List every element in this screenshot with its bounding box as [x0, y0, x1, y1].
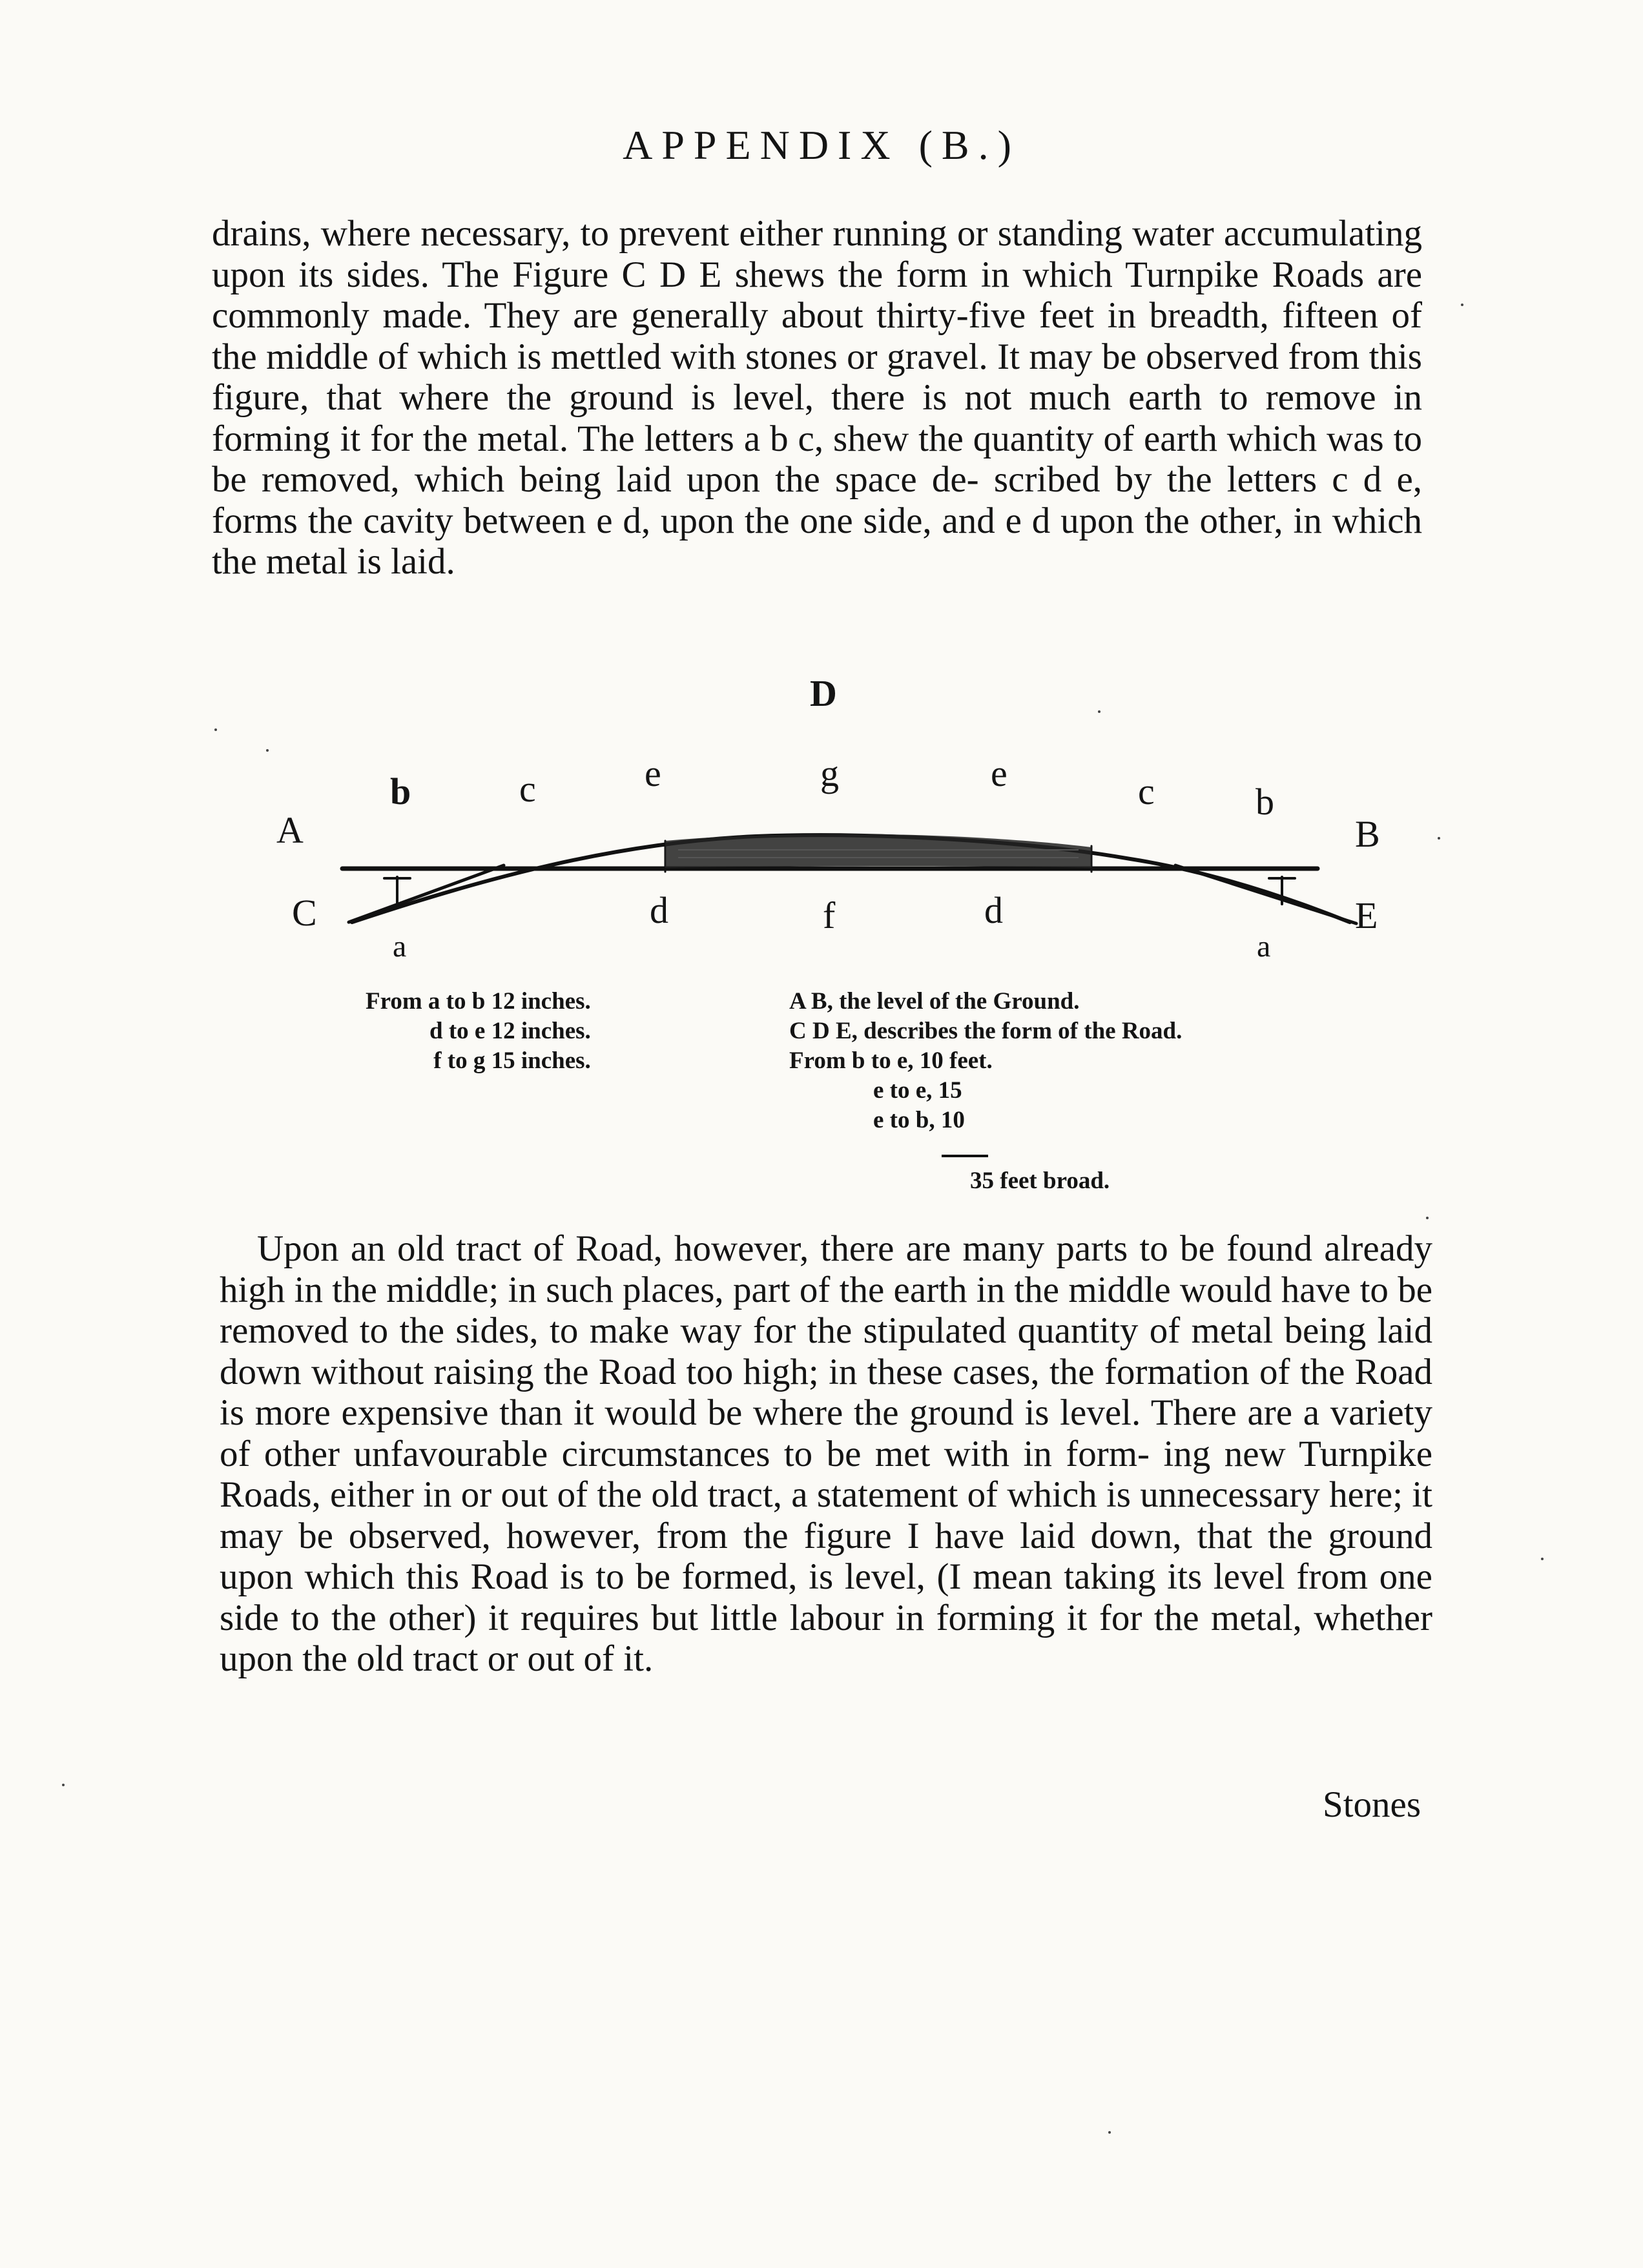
label-A: A [276, 809, 304, 851]
text-line: the Road too high; in these cases, the formation of the Road is more [220, 1351, 1432, 1433]
metal-layer-shading [665, 834, 1091, 868]
paper-speck [1438, 837, 1440, 840]
text-line: found already high in the middle; in such places, part of the earth [220, 1228, 1432, 1310]
text-line: ing new Turnpike Roads, either in or out of the old tract, a statement [220, 1433, 1433, 1515]
text-line: in the middle would have to be removed to the sides, to make way [220, 1269, 1433, 1351]
text-line: it requires but little labour in forming it for the metal, whether upon [220, 1597, 1432, 1679]
figure-total: 35 feet broad. [970, 1168, 1110, 1194]
figure-notes-left [366, 987, 591, 1076]
paper-speck [1461, 304, 1463, 306]
text-line: about thirty-five feet in breadth, fifteen of the middle of which is [212, 295, 1422, 377]
note-line: d to e 12 inches. [429, 1018, 591, 1044]
text-line: earth which was to be removed, which being laid upon the space de- [212, 418, 1423, 500]
note-line: From a to b 12 inches. [366, 988, 591, 1015]
note-line: From b to e, 10 feet. [789, 1047, 993, 1074]
label-a-left: a [393, 929, 407, 964]
right-formation-line [1175, 865, 1356, 923]
text-line: drains, where necessary, to prevent either running or standing water [212, 213, 1224, 254]
label-b-right: b [1256, 781, 1274, 823]
label-c-left: c [519, 768, 536, 810]
text-line: scribed by the letters c d e, forms the cavity between e d, upon the [212, 459, 1423, 541]
paper-speck [1426, 1217, 1429, 1219]
label-d-left: d [650, 889, 668, 931]
label-B: B [1355, 813, 1380, 855]
text-line: expensive than it would be where the ground is level. There are a [341, 1392, 1330, 1433]
label-e-right: e [991, 752, 1008, 794]
figure-notes-right [789, 987, 1182, 1135]
note-line: e to e, 15 [873, 1077, 962, 1104]
text-line: mettled with stones or gravel. It may be observed from this figure, [212, 336, 1422, 418]
text-line: that where the ground is level, there is not much earth to remove in [326, 377, 1422, 418]
note-line: C D E, describes the form of the Road. [789, 1018, 1183, 1044]
note-line: e to b, 10 [873, 1107, 965, 1133]
paper-speck [62, 1784, 65, 1786]
running-header: APPENDIX (B.) [623, 122, 1020, 168]
paper-speck [1541, 1558, 1544, 1560]
text-line: one side, and e d upon the other, in which the metal is laid. [212, 500, 1422, 582]
text-line: Upon an old tract of Road, however, there are many parts to be [257, 1228, 1227, 1269]
label-f: f [823, 894, 836, 936]
label-c-right: c [1138, 770, 1155, 812]
road-cross-section-figure [213, 672, 1440, 964]
label-E: E [1355, 894, 1378, 936]
label-D: D [810, 672, 837, 714]
paper-speck [1098, 710, 1100, 713]
left-formation-line [349, 865, 504, 922]
paper-speck [214, 728, 217, 731]
label-b-left: b [390, 770, 411, 812]
text-line: be formed, is level, (I mean taking its level from one side to the other) [220, 1556, 1432, 1638]
text-line: forming it for the metal. The letters a b c, shew the quantity of [212, 418, 1144, 459]
sum-rule [942, 1155, 988, 1157]
label-a-right: a [1257, 929, 1271, 964]
label-d-right: d [984, 889, 1003, 931]
catchword: Stones [1323, 1784, 1421, 1825]
label-g: g [820, 752, 839, 794]
text-line: accumulating upon its sides. The Figure C D E shews the form in [212, 213, 1422, 295]
paper-speck [1108, 2131, 1111, 2134]
text-line: which Turnpike Roads are commonly made. They are generally [212, 254, 1423, 336]
label-e-left: e [645, 752, 661, 794]
note-line: A B, the level of the Ground. [789, 988, 1080, 1015]
text-line: the old tract or out of it. [302, 1638, 654, 1679]
text-line: figure I have laid down, that the ground upon which this Road is to [220, 1515, 1433, 1597]
paper-speck [266, 749, 269, 752]
text-line: variety of other unfavourable circumstances to be met with in form- [220, 1392, 1432, 1474]
text-line: for the stipulated quantity of metal being laid down without raising [220, 1310, 1433, 1392]
paragraph-1 [212, 213, 1422, 582]
paragraph-2 [220, 1228, 1432, 1680]
label-C: C [292, 892, 317, 934]
note-line: f to g 15 inches. [433, 1047, 591, 1074]
text-line: of which is unnecessary here; it may be observed, however, from the [220, 1474, 1432, 1556]
